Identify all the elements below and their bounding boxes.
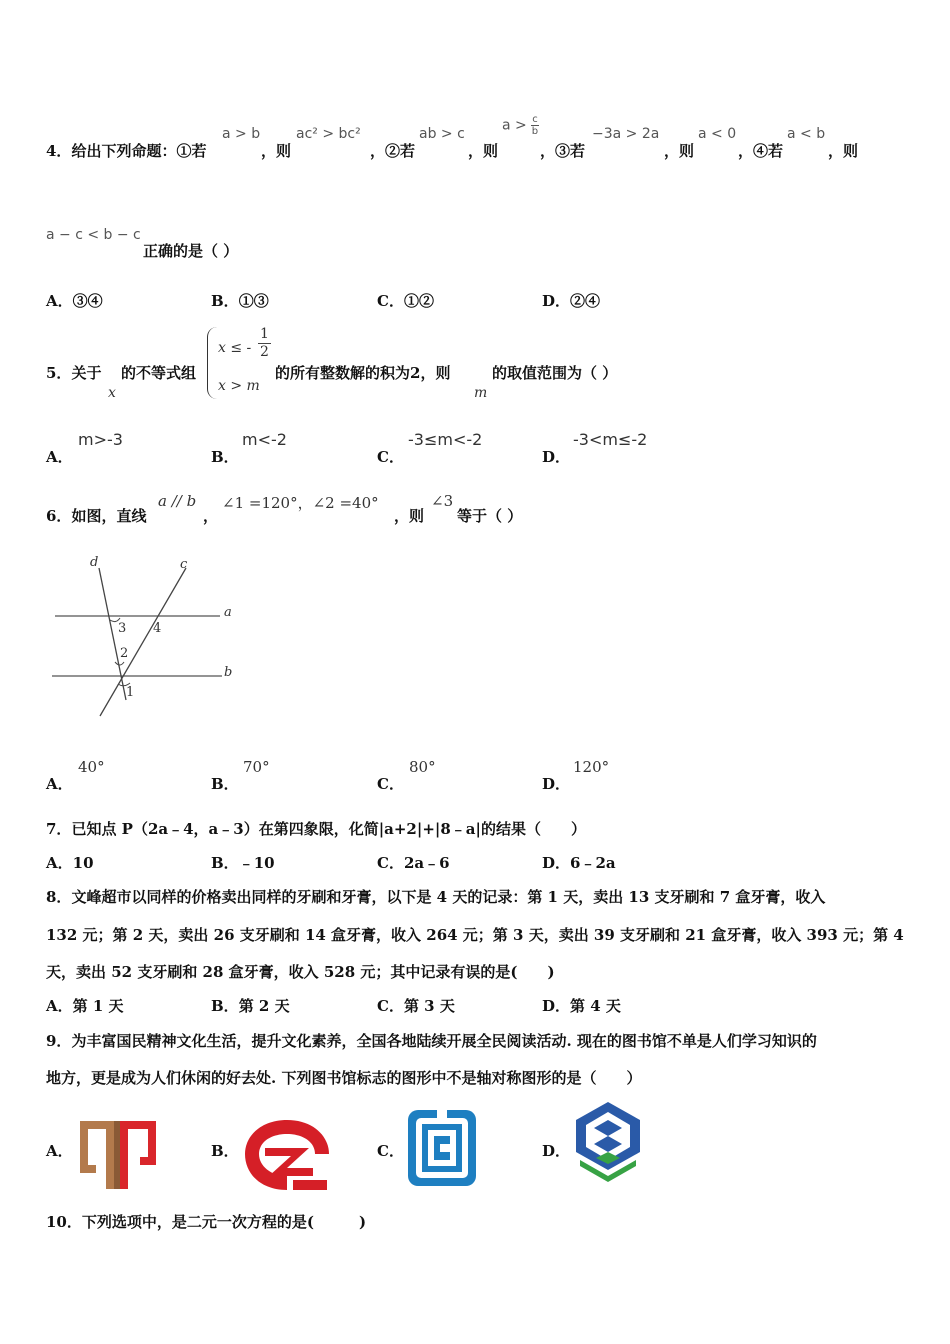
q5-option-d-text: -3<m≤-2 xyxy=(573,430,648,449)
q4-frac-num: c xyxy=(532,114,538,125)
q4-then-3: ，则 xyxy=(664,142,695,160)
label-4: 4 xyxy=(153,621,162,636)
q4-option-b[interactable]: B．①③ xyxy=(211,292,269,310)
label-1: 1 xyxy=(126,685,135,700)
q9-option-d[interactable]: D． xyxy=(542,1142,571,1160)
q5-system-brace xyxy=(207,327,218,399)
label-3: 3 xyxy=(118,621,127,636)
q6-option-c[interactable]: C． xyxy=(377,775,404,793)
q5-text-2: 的不等式组 xyxy=(121,364,197,382)
q4-intro: 给出下列命题：①若 xyxy=(71,142,207,160)
q6-option-d-text: 120° xyxy=(573,758,610,776)
q5-frac-den: 2 xyxy=(260,344,269,360)
label-2: 2 xyxy=(120,646,129,661)
q5-sys-line-1: x ≤ - xyxy=(218,340,252,356)
q8-option-b[interactable]: B．第 2 天 xyxy=(211,997,290,1015)
q4-sep-4: ，④若 xyxy=(738,142,784,160)
q5-text-1: 关于 xyxy=(71,364,102,382)
label-d: d xyxy=(90,555,99,570)
q4-line1 xyxy=(46,140,206,161)
q5-var-m: m xyxy=(474,385,488,401)
q10-text: 下列选项中，是二元一次方程的是( ) xyxy=(81,1213,367,1231)
q5-option-a-text: m>-3 xyxy=(78,430,123,449)
q7-option-b[interactable]: B．﹣10 xyxy=(211,854,275,872)
q10-question: 10．下列选项中，是二元一次方程的是( ) xyxy=(46,1213,367,1231)
q4-then-1: ，则 xyxy=(261,142,292,160)
q5-sys-fraction xyxy=(258,326,271,361)
q9-line-1: 9．为丰富国民精神文化生活，提升文化素养，全国各地陆续开展全民阅读活动. 现在的图书馆不单是人们学习知识的 xyxy=(46,1032,817,1050)
q9-option-a[interactable]: A． xyxy=(46,1142,73,1160)
q6-option-b[interactable]: B． xyxy=(211,775,239,793)
q4-math-a-gt-b: a > b xyxy=(222,126,261,142)
q5-frac-num: 1 xyxy=(260,326,269,342)
q8-option-c[interactable]: C．第 3 天 xyxy=(377,997,455,1015)
q4-number: 4． xyxy=(46,142,72,160)
q5-text-4: 的取值范围为（ ） xyxy=(492,364,618,382)
q6-option-c-text: 80° xyxy=(409,758,436,776)
q5-option-b-text: m<-2 xyxy=(242,430,287,449)
q4-math-a-gt: a > xyxy=(502,117,527,134)
q7-option-c[interactable]: C．2a﹣6 xyxy=(377,854,450,872)
q8-line-2: 132 元；第 2 天，卖出 26 支牙刷和 14 盒牙膏，收入 264 元；第 3 天，卖出 39 支牙刷和 21 盒牙膏，收入 393 元；第 4 xyxy=(46,926,904,944)
q4-math-a-gt-c-over-b xyxy=(502,114,539,137)
q6-math-parallel: a // b xyxy=(158,492,197,510)
q9-option-b[interactable]: B． xyxy=(211,1142,239,1160)
q5-option-d[interactable]: D． xyxy=(542,448,571,466)
q7-question: 7．已知点 P（2a﹣4，a﹣3）在第四象限，化简|a+2|+|8﹣a|的结果（ ） xyxy=(46,820,586,838)
q4-option-d[interactable]: D．②④ xyxy=(542,292,601,310)
red-circle-logo-icon xyxy=(243,1118,331,1192)
hexagon-logo-icon xyxy=(572,1100,644,1188)
q6-option-a-text: 40° xyxy=(78,758,105,776)
q5-option-c[interactable]: C． xyxy=(377,448,404,466)
q4-option-c[interactable]: C．①② xyxy=(377,292,434,310)
q4-math-a-lt-0: a < 0 xyxy=(698,126,737,142)
q6-text-3: 等于（ ） xyxy=(457,507,523,525)
q7-option-d[interactable]: D．6﹣2a xyxy=(542,854,616,872)
q5-var-x: x xyxy=(108,385,116,401)
q4-frac-den: b xyxy=(531,126,539,137)
q6-option-d[interactable]: D． xyxy=(542,775,571,793)
q7-text: 已知点 P（2a﹣4，a﹣3）在第四象限，化简|a+2|+|8﹣a|的结果（ ） xyxy=(71,820,586,838)
angle-2-arc xyxy=(115,662,124,665)
q6-comma: ， xyxy=(203,507,219,525)
blue-square-logo-icon xyxy=(406,1108,478,1188)
q6-math-angle-3: ∠3 xyxy=(431,492,454,510)
q4-math-ac2: ac² > bc² xyxy=(296,126,361,142)
q4-math-ab-gt-c: ab > c xyxy=(419,126,465,142)
q8-line-1: 8．文峰超市以同样的价格卖出同样的牙刷和牙膏，以下是 4 天的记录：第 1 天，卖出 13 支牙刷和 7 盒牙膏，收入 xyxy=(46,888,826,906)
q5-option-c-text: -3≤m<-2 xyxy=(408,430,483,449)
book-logo-icon xyxy=(78,1115,168,1191)
q6-figure xyxy=(40,550,250,725)
label-c: c xyxy=(180,557,188,572)
q5-text-3: 的所有整数解的积为2，则 xyxy=(275,364,451,382)
q8-line-3: 天，卖出 52 支牙刷和 28 盒牙膏，收入 528 元；其中记录有误的是( ) xyxy=(46,963,555,981)
q5-option-b[interactable]: B． xyxy=(211,448,239,466)
q7-option-a[interactable]: A．10 xyxy=(46,854,94,872)
q4-fraction xyxy=(531,114,539,137)
q5-option-a[interactable]: A． xyxy=(46,448,73,466)
q4-then-4: ，则 xyxy=(828,142,859,160)
q4-math-a-lt-b: a < b xyxy=(787,126,826,142)
q6-option-b-text: 70° xyxy=(243,758,270,776)
q8-option-d[interactable]: D．第 4 天 xyxy=(542,997,621,1015)
label-a: a xyxy=(224,605,232,620)
q9-line-2: 地方，更是成为人们休闲的好去处. 下列图书馆标志的图形中不是轴对称图形的是（ ） xyxy=(46,1069,642,1087)
q4-then-2: ，则 xyxy=(468,142,499,160)
q4-math-neg3a: −3a > 2a xyxy=(592,126,660,142)
label-b: b xyxy=(224,665,233,680)
q6-option-a[interactable]: A． xyxy=(46,775,73,793)
q4-sep-2: ，②若 xyxy=(370,142,416,160)
q5-number: 5．关于 xyxy=(46,364,102,382)
line-c xyxy=(100,568,186,716)
q4-option-a[interactable]: A．③④ xyxy=(46,292,103,310)
q9-option-c[interactable]: C． xyxy=(377,1142,404,1160)
q4-math-a-c-lt-b-c: a − c < b − c xyxy=(46,227,141,243)
q6-number: 6．如图，直线 xyxy=(46,507,147,525)
q6-math-angles: ∠1 =120°，∠2 =40° xyxy=(222,494,379,512)
q8-option-a[interactable]: A．第 1 天 xyxy=(46,997,124,1015)
q6-text-2: ，则 xyxy=(394,507,425,525)
q4-tail: 正确的是（ ） xyxy=(143,242,239,260)
q5-sys-line-2: x > m xyxy=(218,378,260,394)
q4-sep-3: ，③若 xyxy=(540,142,586,160)
q6-text-1: 如图，直线 xyxy=(71,507,147,525)
